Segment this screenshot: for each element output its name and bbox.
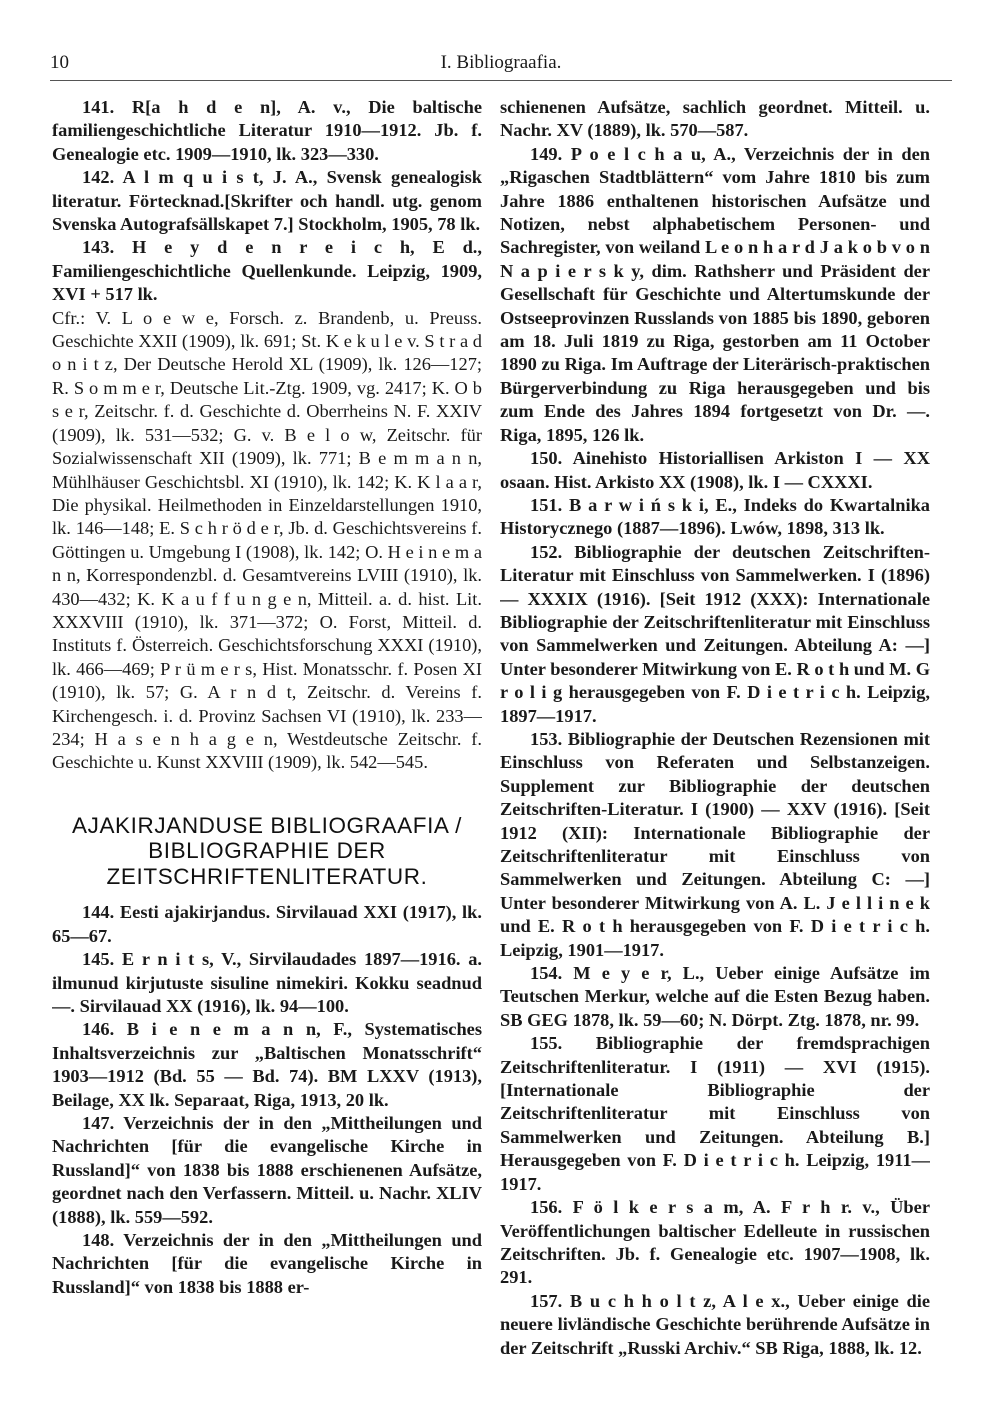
entry-text: Bibliographie der Deutschen Rezensionen mit Einschluss von Referaten und Selbstanzeigen. Supplement zur Bibliographie der deutschen Zeitschriften-Literatur. I (1900) — XXV (1916). [Seit 1912 (XII): Internationale Bibliographie der Zeitschriftenliteratur mit Einschluss von Sammelwerken und Zeitungen. Abteilung C: —] Unter besonderer Mitwirkung von A. L. J e l l i n e k und E. R o t h herausgegeben von F. D i e t r i c h. Leipzig, 1901—1917. (500, 728, 930, 960)
entry-number: 142. (82, 167, 115, 188)
bibliography-entry (52, 1112, 482, 1229)
entry-text: B a r w i ń s k i, E., Indeks do Kwartalnika Historycznego (1887—1896). Lwów, 1898, 313 lk. (500, 494, 930, 539)
entry-text: B u c h h o l t z, A l e x., Ueber einige die neuere livländische Geschichte berührende Aufsätze in der Zeitschrift „Russki Archiv.“ SB Riga, 1888, lk. 12. (500, 1290, 930, 1358)
entry-text: A l m q u i s t, J. A., Svensk genealogisk literatur. Förtecknad.[Skrifter och handl. utg. genom Svenska Autografsällskapet 7.] Stockholm, 1905, 78 lk. (52, 167, 482, 235)
left-entries-top (52, 96, 482, 775)
entry-number: 144. (82, 902, 115, 923)
entry-text: B i e n e m a n n, F., Systematisches Inhaltsverzeichnis zur „Baltischen Monatsschrift“ 1903—1912 (Bd. 55 — Bd. 74). BM LXXV (1913), Beilage, XX lk. Separaat, Riga, 1913, 20 lk. (52, 1019, 482, 1110)
entry-text: Verzeichnis der in den „Mittheilungen und Nachrichten [für die evangelische Kirche in Russland]“ von 1838 bis 1888 erschienenen Aufsätze, geordnet nach den Verfassern. Mitteil. u. Nachr. XLIV (1888), lk. 559—592. (52, 1112, 482, 1227)
bibliography-entry (500, 447, 930, 494)
entry-number: 154. (530, 963, 563, 984)
entry-text: E r n i t s, V., Sirvilaudades 1897—1916. a. ilmunud kirjutuste sisuline nimekiri. Kokku seadnud —. Sirvilauad XX (1916), lk. 94—100. (52, 949, 482, 1016)
bibliography-entry (52, 96, 482, 166)
entry-text: Bibliographie der fremdsprachigen Zeitschriftenliteratur. I (1911) — XVI (1915). [Internationale Bibliographie der Zeitschriftenliteratur mit Einschluss von Sammelwerken und Zeitungen. Abteilung B.] Herausgegeben von F. D i e t r i c h. Leipzig, 1911—1917. (500, 1033, 930, 1194)
right-column (500, 96, 930, 1392)
entry-number: 147. (82, 1112, 115, 1133)
bibliography-entry (500, 1290, 930, 1360)
bibliography-entry (52, 166, 482, 236)
page-number: 10 (50, 52, 69, 73)
entry-number: 149. (530, 143, 563, 164)
bibliography-entry (500, 728, 930, 962)
entry-number: 151. (530, 494, 563, 515)
bibliography-entry (500, 1196, 930, 1290)
bibliography-entry (52, 236, 482, 306)
bibliography-entry (500, 962, 930, 1032)
left-entries-bottom (52, 901, 482, 1299)
entry-text: Eesti ajakirjandus. Sirvilauad XXI (1917), lk. 65—67. (52, 902, 482, 946)
entry-number: 152. (530, 541, 563, 562)
entry-text: Cfr.: V. L o e w e, Forsch. z. Brandenb, u. Preuss. Geschichte XXII (1909), lk. 691; St. K e k u l e v. S t r a d o n i t z, Der Deutsche Herold XL (1909), lk. 126—127; R. S o m m e r, Deutsche Lit.-Ztg. 1909, vg. 2417; K. O b s e r, Zeitschr. f. d. Geschichte d. Oberrheins N. F. XXIV (1909), lk. 531—532; G. v. B e l o w, Zeitschr. für Sozialwissenschaft XII (1909), lk. 771; B e m m a n n, Mühlhäuser Geschichtsbl. XI (1910), lk. 142; K. K l a a r, Die physikal. Heilmethoden in Einzeldarstellungen 1910, lk. 146—148; E. S c h r ö d e r, Jb. d. Geschichtsvereins f. Göttingen u. Umgebung I (1908), lk. 142; O. H e i n e m a n n, Korrespondenzbl. d. Gesamtvereins LVIII (1910), lk. 430—432; K. K a u f f u n g e n, Mitteil. a. d. hist. Lit. XXXVIII (1910), lk. 371—372; O. Forst, Mitteil. d. Instituts f. Österreich. Geschichtsforschung XXXI (1910), lk. 466—469; P r ü m e r s, Hist. Monatsschr. f. Posen XI (1910), lk. 57; G. A r n d t, Zeitschr. d. Vereins f. Kirchengesch. i. d. Provinz Sachsen VI (1910), lk. 233—234; H a s e n h a g e n, Westdeutsche Zeitschr. f. Geschichte u. Kunst XXVIII (1909), lk. 542—545. (52, 307, 482, 773)
bibliography-entry (500, 143, 930, 447)
bibliography-entry (52, 948, 482, 1018)
entry-number: 150. (530, 448, 563, 469)
entry-text: F ö l k e r s a m, A. F r h r. v., Über Veröffentlichungen baltischer Edelleute in russischen Zeitschriften. Jb. f. Genealogie etc. 1907—1908, lk. 291. (500, 1197, 930, 1288)
bibliography-entry (500, 494, 930, 541)
entry-number: 141. (82, 97, 115, 117)
section-heading: AJAKIRJANDUSE BIBLIOGRAAFIA / BIBLIOGRAPHIE DER ZEITSCHRIFTENLITERATUR. (71, 812, 462, 889)
entry-number: 155. (530, 1033, 563, 1054)
entry-text: Bibliographie der deutschen Zeitschriften-Literatur mit Einschluss von Sammelwerken. I (1896) — XXXIX (1916). [Seit 1912 (XXX): Internationale Bibliographie der Zeitschriftenliteratur mit Einschluss von Sammelwerken und Zeitungen. Abteilung A: —] Unter besonderer Mitwirkung von E. R o t h und M. G r o l i g herausgegeben von F. D i e t r i c h. Leipzig, 1897—1917. (500, 541, 930, 726)
entry-number: 156. (530, 1197, 563, 1218)
entry-text: H e y d e n r e i c h, E d., Familiengeschichtliche Quellenkunde. Leipzig, 1909, XVI + 517 lk. (52, 237, 482, 305)
entry-text: schienenen Aufsätze, sachlich geordnet. Mitteil. u. Nachr. XV (1889), lk. 570—587. (500, 97, 930, 141)
bibliography-entry (52, 1018, 482, 1112)
entry-text: P o e l c h a u, A., Verzeichnis der in den „Rigaschen Stadtblättern“ vom Jahre 1810 bis zum Jahre 1886 enthaltenen historischen Aufsätze und Notizen, nebst alphabetischem Personen- und Sachregister, von weiland L e o n h a r d J a k o b v o n N a p i e r s k y, dim. Rathsherr und Präsident der Gesellschaft für Geschichte und Altertumskunde der Ostseeprovinzen Russlands von 1885 bis 1890, geboren am 18. Juli 1819 zu Riga, gestorben am 11 October 1890 zu Riga. Im Auftrage der Literärisch-praktischen Bürgerverbindung zu Riga herausgegeben und bis zum Ende des Jahres 1894 fortgesetzt von Dr. —. Riga, 1895, 126 lk. (500, 143, 930, 445)
left-column (52, 96, 482, 1392)
entry-text: M e y e r, L., Ueber einige Aufsätze im Teutschen Merkur, welche auf die Esten Bezug haben. SB GEG 1878, lk. 59—60; N. Dörpt. Ztg. 1878, nr. 99. (500, 963, 930, 1030)
bibliography-entry (500, 541, 930, 728)
entry-number: 146. (82, 1019, 115, 1040)
running-title: I. Bibliograafia. (440, 52, 562, 73)
entry-number: 153. (530, 728, 563, 749)
bibliography-entry (500, 1032, 930, 1196)
bibliography-entry (52, 901, 482, 948)
bibliography-entry (52, 1229, 482, 1299)
right-entries (500, 96, 930, 1360)
entry-text: Ainehisto Historiallisen Arkiston I — XX osaan. Hist. Arkisto XX (1908), lk. I — CXXXI. (500, 448, 930, 492)
entry-number: 157. (530, 1290, 563, 1311)
entry-text: Verzeichnis der in den „Mittheilungen und Nachrichten [für die evangelische Kirche in Russland]“ von 1838 bis 1888 er- (52, 1229, 482, 1297)
entry-number: 145. (82, 949, 115, 970)
entry-number: 143. (82, 237, 115, 258)
page-header (50, 46, 952, 81)
entry-text: R[a h d e n], A. v., Die baltische familiengeschichtliche Literatur 1910—1912. Jb. f. Genealogie etc. 1909—1910, lk. 323—330. (52, 97, 482, 164)
entry-number: 148. (82, 1229, 115, 1250)
bibliography-entry (52, 307, 482, 775)
bibliography-entry (500, 96, 930, 143)
